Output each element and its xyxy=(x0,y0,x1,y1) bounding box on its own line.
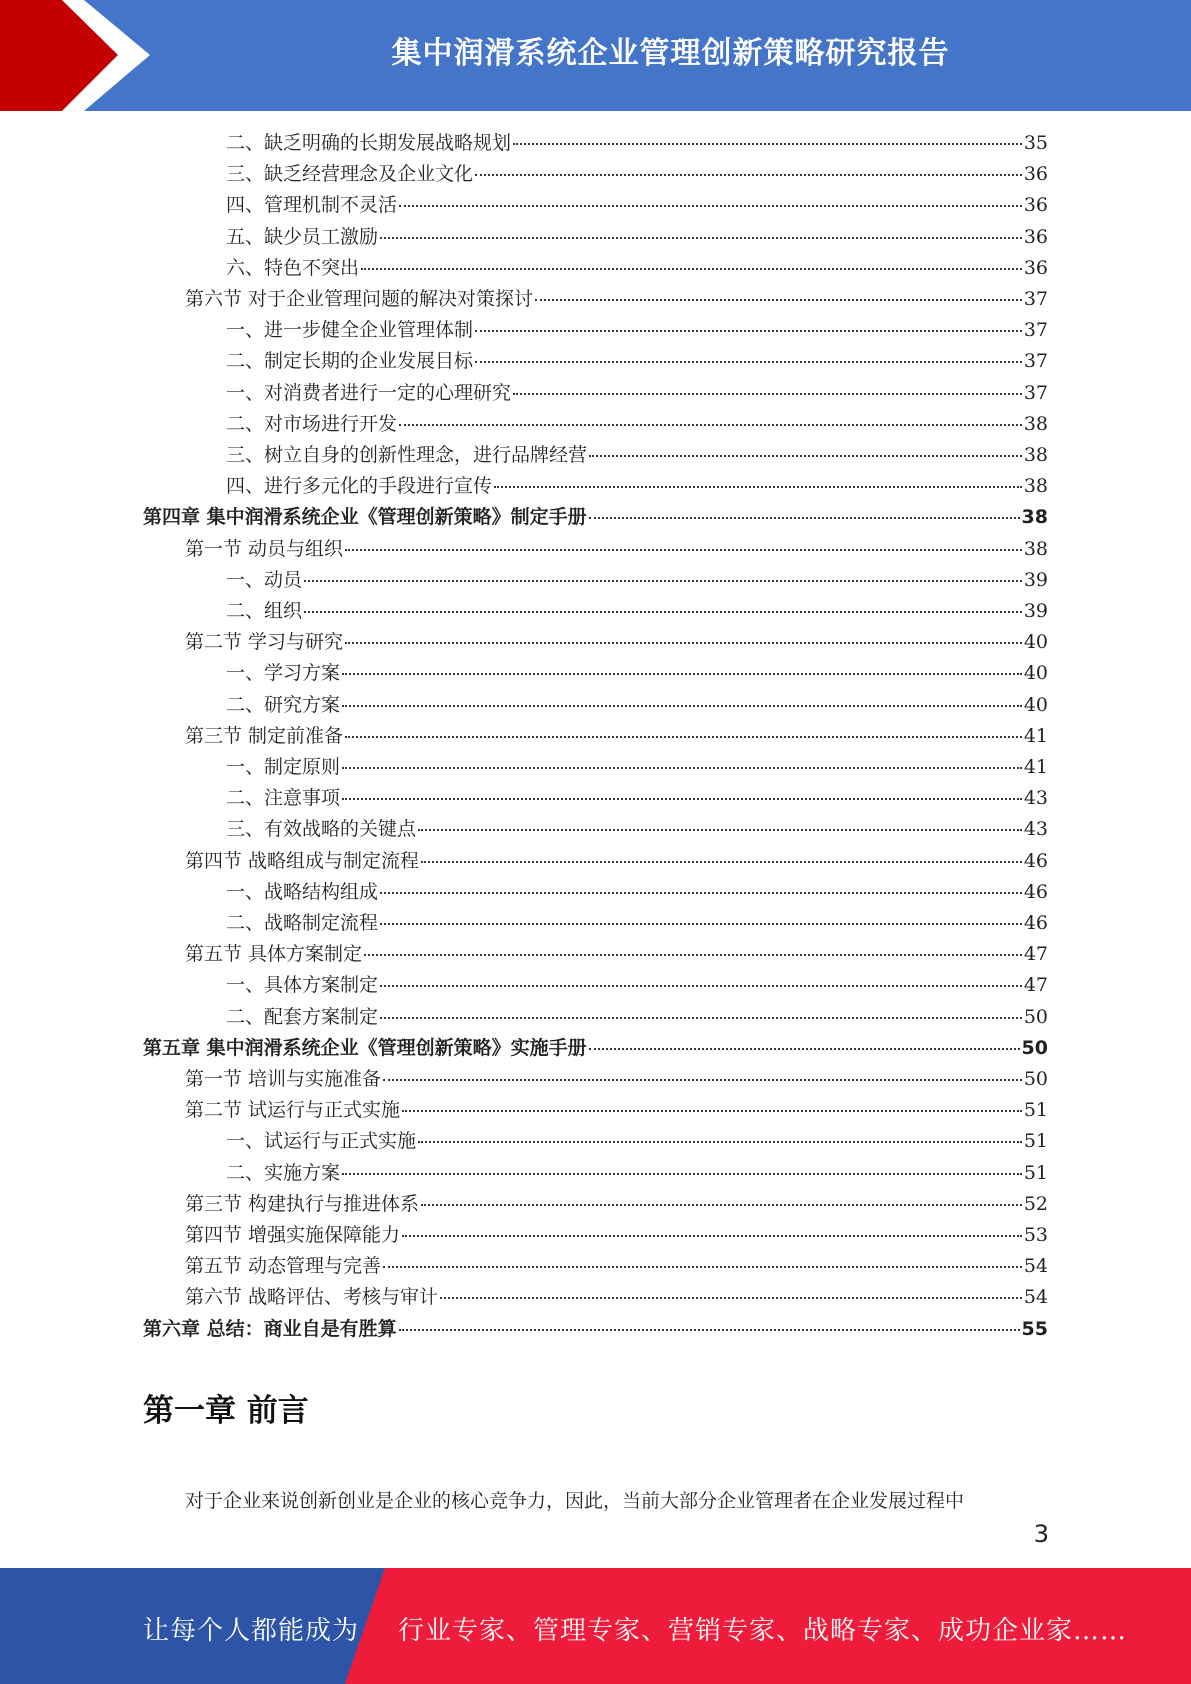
toc-entry-page: 36 xyxy=(1023,225,1048,248)
toc-entry-page: 37 xyxy=(1023,319,1048,342)
toc-entry-page: 52 xyxy=(1023,1192,1048,1215)
toc-dot-leader xyxy=(304,560,1022,582)
toc-dot-leader xyxy=(342,778,1022,800)
toc-entry-page: 41 xyxy=(1023,724,1048,747)
toc-entry-title: 第四节 战略组成与制定流程 xyxy=(185,849,420,872)
toc-dot-leader xyxy=(475,310,1022,332)
toc-entry-page: 43 xyxy=(1023,818,1048,841)
toc-dot-leader xyxy=(383,1246,1022,1268)
toc-dot-leader xyxy=(402,1090,1022,1112)
toc-entry-page: 40 xyxy=(1023,693,1048,716)
toc-entry-page: 51 xyxy=(1023,1130,1048,1153)
document-title: 集中润滑系统企业管理创新策略研究报告 xyxy=(391,36,950,71)
toc-dot-leader xyxy=(402,1215,1022,1237)
toc-entry-title: 一、进一步健全企业管理体制 xyxy=(226,319,474,342)
toc-entry-title: 第六章 总结：商业自是有胜算 xyxy=(143,1317,397,1340)
toc-entry-title: 一、动员 xyxy=(226,568,303,591)
toc-entry-page: 38 xyxy=(1023,475,1048,498)
toc-dot-leader xyxy=(475,154,1022,176)
toc-dot-leader xyxy=(535,279,1022,301)
toc-entry-page: 36 xyxy=(1023,163,1048,186)
body-paragraph: 对于企业来说创新创业是企业的核心竞争力，因此，当前大部分企业管理者在企业发展过程中 xyxy=(185,1490,965,1512)
toc-entry-title: 第三节 制定前准备 xyxy=(185,724,344,747)
toc-dot-leader xyxy=(513,373,1022,395)
toc-entry-title: 一、具体方案制定 xyxy=(226,974,379,997)
toc-entry-title: 第六节 战略评估、考核与审计 xyxy=(185,1286,439,1309)
toc-entry-page: 38 xyxy=(1023,537,1048,560)
toc-entry-title: 第二节 试运行与正式实施 xyxy=(185,1099,401,1122)
toc-entry-title: 第五节 具体方案制定 xyxy=(185,943,363,966)
toc-dot-leader xyxy=(345,716,1022,738)
toc-entry-page: 40 xyxy=(1023,631,1048,654)
toc-dot-leader xyxy=(421,1184,1022,1206)
toc-dot-leader xyxy=(421,841,1022,863)
toc-dot-leader xyxy=(440,1277,1022,1299)
toc-dot-leader xyxy=(364,934,1022,956)
toc-entry-page: 46 xyxy=(1023,849,1048,872)
toc-entry-title: 二、实施方案 xyxy=(226,1161,341,1184)
toc-entry-page: 47 xyxy=(1023,943,1048,966)
toc-dot-leader xyxy=(304,591,1022,613)
toc-dot-leader xyxy=(380,217,1022,239)
toc-entry-page: 46 xyxy=(1023,880,1048,903)
footer-slogan-right: 行业专家、管理专家、营销专家、战略专家、成功企业家…… xyxy=(398,1616,1128,1646)
toc-entry-page: 54 xyxy=(1023,1286,1048,1309)
toc-entry-page: 54 xyxy=(1023,1255,1048,1278)
toc-entry-page: 36 xyxy=(1023,194,1048,217)
toc-dot-leader xyxy=(345,529,1022,551)
toc-dot-leader xyxy=(589,497,1020,519)
header-arrow-decoration xyxy=(0,0,160,111)
toc-entry-page: 37 xyxy=(1023,350,1048,373)
toc-dot-leader xyxy=(418,809,1022,831)
toc-entry-page: 51 xyxy=(1023,1099,1048,1122)
toc-entry-page: 50 xyxy=(1021,1036,1048,1059)
toc-entry-title: 第一节 培训与实施准备 xyxy=(185,1068,382,1090)
toc-entry-title: 三、缺乏经营理念及企业文化 xyxy=(226,163,474,186)
toc-entry-title: 第五节 动态管理与完善 xyxy=(185,1255,382,1278)
toc-entry-page: 39 xyxy=(1023,600,1048,622)
toc-entry-title: 二、注意事项 xyxy=(226,787,341,810)
toc-dot-leader xyxy=(380,903,1022,925)
toc-entry-title: 四、管理机制不灵活 xyxy=(226,194,398,217)
toc-entry-title: 第四章 集中润滑系统企业《管理创新策略》制定手册 xyxy=(143,506,587,529)
toc-entry-page: 38 xyxy=(1023,444,1048,466)
toc-entry-page: 41 xyxy=(1023,756,1048,778)
toc-dot-leader xyxy=(380,997,1022,1019)
toc-entry-title: 第二节 学习与研究 xyxy=(185,631,344,654)
toc-entry-title: 六、特色不突出 xyxy=(226,256,360,279)
toc-entry-page: 55 xyxy=(1021,1317,1048,1340)
toc-entry-title: 一、制定原则 xyxy=(226,756,341,778)
toc-entry-title: 二、对市场进行开发 xyxy=(226,412,398,435)
toc-dot-leader xyxy=(342,653,1022,675)
toc-dot-leader xyxy=(342,1153,1022,1175)
footer-slogan-left: 让每个人都能成为 xyxy=(143,1616,360,1646)
toc-entry-title: 一、对消费者进行一定的心理研究 xyxy=(226,381,512,404)
toc-dot-leader xyxy=(383,1059,1022,1081)
toc-entry-page: 40 xyxy=(1023,662,1048,685)
toc-entry-page: 38 xyxy=(1023,412,1048,435)
toc-entry-title: 第四节 增强实施保障能力 xyxy=(185,1224,401,1246)
toc-dot-leader xyxy=(399,1309,1020,1331)
page-footer xyxy=(0,1568,1191,1684)
toc-dot-leader xyxy=(513,123,1022,145)
toc-dot-leader xyxy=(342,747,1022,769)
toc-entry-title: 二、组织 xyxy=(226,600,303,622)
toc-dot-leader xyxy=(418,1121,1022,1143)
toc-entry-title: 一、战略结构组成 xyxy=(226,880,379,903)
toc-entry-title: 一、试运行与正式实施 xyxy=(226,1130,417,1153)
toc-dot-leader xyxy=(475,341,1022,363)
toc-dot-leader xyxy=(361,248,1022,270)
toc-entry-title: 一、学习方案 xyxy=(226,662,341,685)
toc-entry-page: 43 xyxy=(1023,787,1048,810)
toc-entry-title: 第五章 集中润滑系统企业《管理创新策略》实施手册 xyxy=(143,1036,587,1059)
toc-entry-page: 53 xyxy=(1023,1224,1048,1246)
toc-dot-leader xyxy=(380,965,1022,987)
toc-entry-page: 36 xyxy=(1023,256,1048,279)
toc-dot-leader xyxy=(589,435,1022,457)
page-number: 3 xyxy=(1033,1520,1049,1548)
toc-entry-title: 二、缺乏明确的长期发展战略规划 xyxy=(226,132,512,154)
toc-entry-title: 二、制定长期的企业发展目标 xyxy=(226,350,474,373)
toc-entry-title: 五、缺少员工激励 xyxy=(226,225,379,248)
toc-entry-title: 二、战略制定流程 xyxy=(226,912,379,934)
toc-entry-title: 三、树立自身的创新性理念，进行品牌经营 xyxy=(226,444,588,466)
toc-entry-title: 二、研究方案 xyxy=(226,693,341,716)
toc-entry-title: 第六节 对于企业管理问题的解决对策探讨 xyxy=(185,288,534,310)
toc-entry-page: 38 xyxy=(1021,506,1048,529)
toc-dot-leader xyxy=(380,872,1022,894)
toc-entry-title: 第一节 动员与组织 xyxy=(185,537,344,560)
toc-entry-title: 二、配套方案制定 xyxy=(226,1005,379,1028)
toc-entry[interactable] xyxy=(143,1313,1048,1344)
toc-dot-leader xyxy=(589,1028,1020,1050)
chapter-heading: 第一章 前言 xyxy=(143,1393,309,1429)
toc-entry-page: 39 xyxy=(1023,568,1048,591)
toc-dot-leader xyxy=(399,185,1022,207)
toc-entry-title: 三、有效战略的关键点 xyxy=(226,818,417,841)
toc-entry-page: 50 xyxy=(1023,1005,1048,1028)
toc-entry-page: 37 xyxy=(1023,381,1048,404)
toc-entry-page: 51 xyxy=(1023,1161,1048,1184)
toc-entry-page: 37 xyxy=(1023,288,1048,310)
toc-entry-page: 46 xyxy=(1023,912,1048,934)
toc-dot-leader xyxy=(345,622,1022,644)
toc-entry-title: 四、进行多元化的手段进行宣传 xyxy=(226,475,493,498)
page-header xyxy=(0,0,1191,111)
toc-dot-leader xyxy=(494,466,1022,488)
toc-entry-page: 35 xyxy=(1023,132,1048,154)
toc-entry-page: 47 xyxy=(1023,974,1048,997)
toc-dot-leader xyxy=(342,685,1022,707)
toc-dot-leader xyxy=(399,404,1022,426)
toc-entry-page: 50 xyxy=(1023,1068,1048,1090)
toc-entry-title: 第三节 构建执行与推进体系 xyxy=(185,1192,420,1215)
